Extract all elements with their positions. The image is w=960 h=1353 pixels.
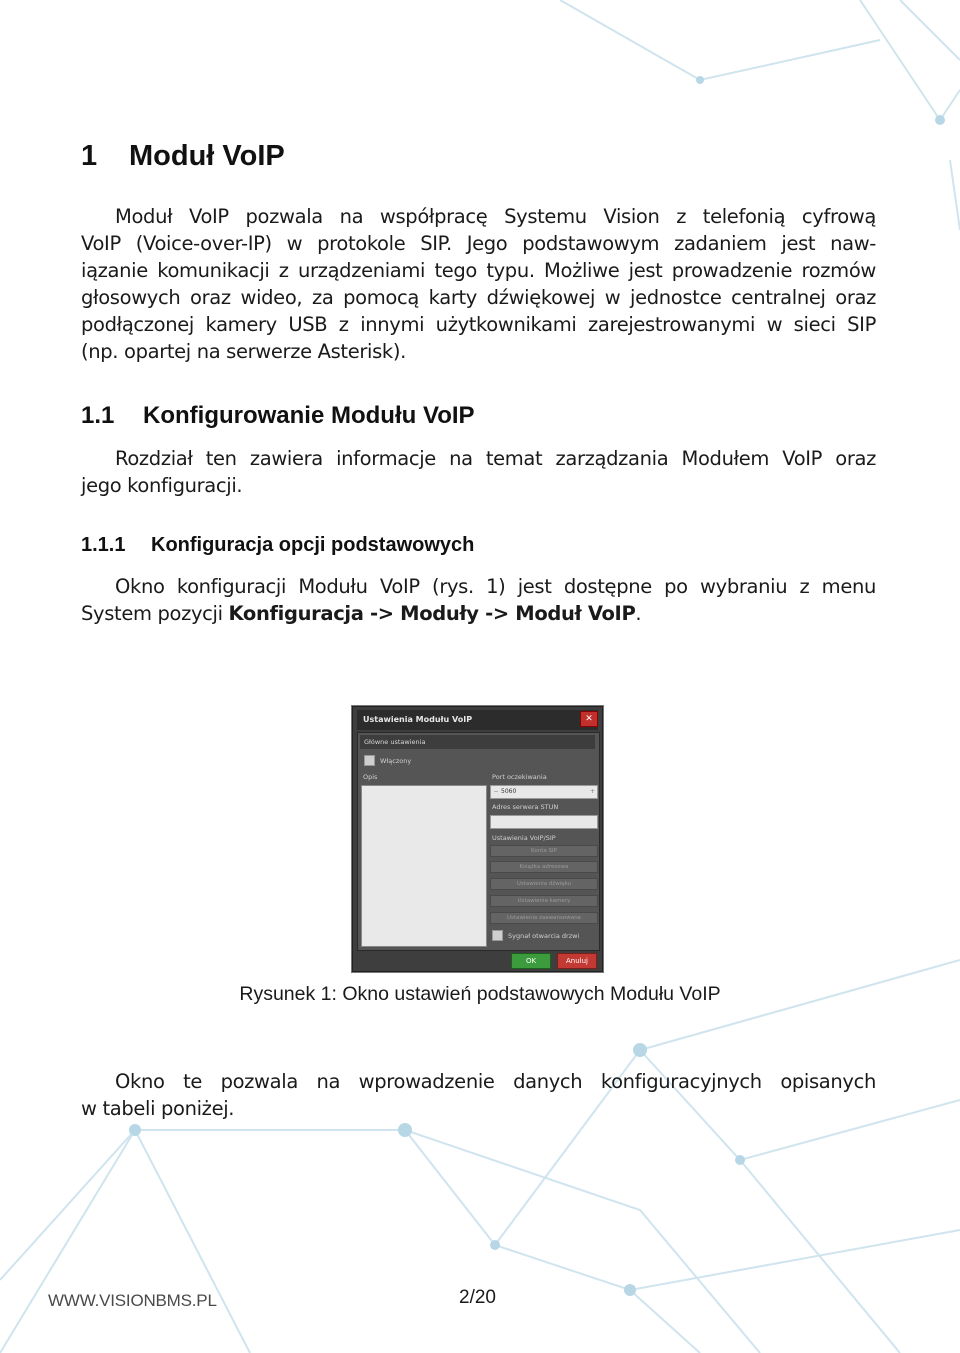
sip-accounts-button[interactable]: Konta SIP (490, 845, 598, 857)
heading-title: Konfigurowanie Modułu VoIP (143, 402, 475, 429)
group-header: Główne ustawienia (360, 735, 595, 749)
stun-input[interactable] (490, 815, 598, 829)
door-signal-label: Sygnał otwarcia drzwi (508, 932, 580, 940)
heading-number: 1.1.1 (81, 534, 126, 556)
closing-line: Okno te pozwala na wprowadzenie danych konfiguracyjnych opisanych (115, 1070, 876, 1093)
port-label: Port oczekiwania (492, 773, 547, 781)
section-line: Rozdział ten zawiera informacje na temat zarządzania Modułem VoIP oraz (115, 447, 876, 470)
advanced-settings-button[interactable]: Ustawienia zaawansowane (490, 912, 598, 924)
address-book-button[interactable]: Książka adresowa (490, 861, 598, 873)
section-heading-3 (81, 534, 474, 557)
closing-paragraph (81, 1068, 876, 1122)
figure-caption: Rysunek 1: Okno ustawień podstawowych Modułu VoIP (239, 983, 721, 1005)
heading-number: 1 (81, 140, 98, 172)
footer-logo: WWW.VISIONBMS.PL (48, 1291, 217, 1310)
ok-button[interactable]: OK (511, 953, 551, 969)
port-spinbox[interactable] (490, 785, 598, 799)
sound-settings-button[interactable]: Ustawienia dźwięku (490, 878, 598, 890)
cancel-button[interactable]: Anuluj (557, 953, 597, 969)
camera-settings-button[interactable]: Ustawienia kamery (490, 895, 598, 907)
enabled-label: Włączony (380, 757, 412, 765)
config-line (81, 600, 876, 627)
section-heading-1 (81, 140, 285, 173)
intro-line: podłączonej kamery USB z innymi użytkownikami zarejestrowanymi w sieci SIP (81, 313, 876, 336)
intro-paragraph (81, 203, 876, 365)
voip-settings-dialog (352, 706, 603, 972)
close-icon[interactable]: ✕ (580, 711, 598, 727)
intro-line: głosowych oraz wideo, za pomocą karty dźwiękowej w jednostce centralnej oraz (81, 286, 876, 309)
section-paragraph (81, 445, 876, 499)
plus-icon[interactable]: + (589, 788, 595, 795)
menu-path: Konfiguracja -> Moduły -> Moduł VoIP (228, 602, 636, 625)
intro-line: (np. opartej na serwerze Asterisk). (81, 340, 406, 363)
intro-line: Moduł VoIP pozwala na współpracę Systemu Vision z telefonią cyfrową (115, 205, 876, 228)
port-value: 5060 (501, 788, 517, 795)
dialog-title: Ustawienia Modułu VoIP (357, 710, 598, 730)
config-paragraph (81, 573, 876, 627)
intro-line: VoIP (Voice-over-IP) w protokole SIP. Jego podstawowym zadaniem jest naw- (81, 232, 876, 255)
intro-line: iązanie komunikacji z urządzeniami tego typu. Możliwe jest prowadzenie rozmów (81, 259, 876, 282)
enabled-checkbox[interactable] (364, 755, 375, 766)
sip-settings-label: Ustawienia VoIP/SIP (492, 834, 556, 842)
heading-title: Konfiguracja opcji podstawowych (151, 534, 475, 556)
description-textarea[interactable] (361, 785, 487, 947)
description-label: Opis (363, 773, 378, 781)
heading-number: 1.1 (81, 402, 115, 429)
config-line: Okno konfiguracji Modułu VoIP (rys. 1) jest dostępne po wybraniu z menu (115, 575, 876, 598)
heading-title: Moduł VoIP (129, 140, 285, 172)
page-number: 2/20 (459, 1287, 496, 1308)
stun-label: Adres serwera STUN (492, 803, 559, 811)
minus-icon[interactable]: − (493, 788, 499, 795)
dialog-body (357, 732, 600, 951)
door-signal-checkbox[interactable] (492, 930, 503, 941)
closing-line: w tabeli poniżej. (81, 1097, 235, 1120)
section-line: jego konfiguracji. (81, 474, 243, 497)
config-text: System pozycji (81, 602, 229, 625)
config-text: . (635, 602, 642, 625)
section-heading-2 (81, 402, 475, 430)
